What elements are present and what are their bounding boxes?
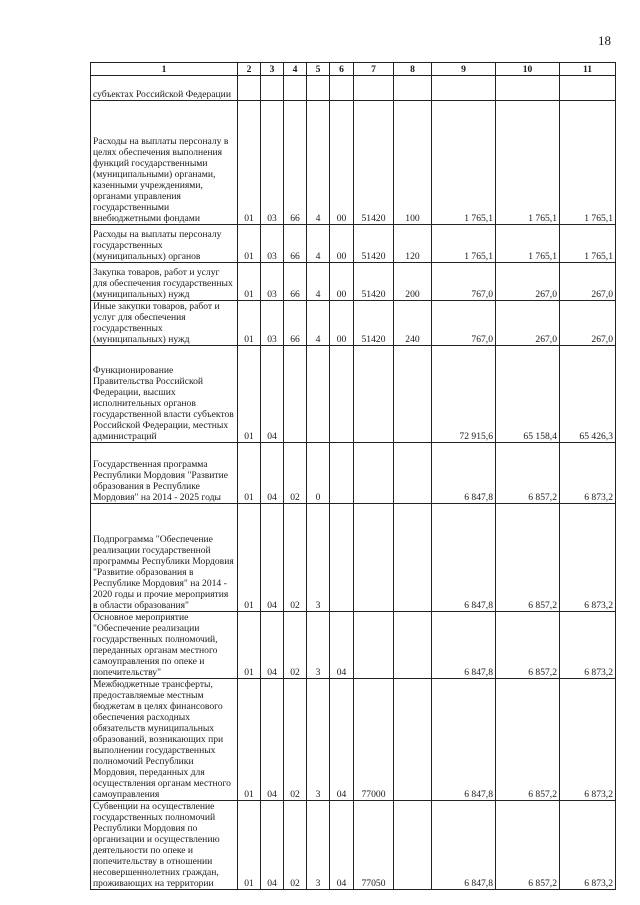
program-code: 02 bbox=[284, 612, 307, 679]
activity-code bbox=[330, 504, 354, 612]
amount-year-2: 6 857,2 bbox=[496, 679, 560, 801]
column-header: 2 bbox=[238, 63, 261, 76]
subsection-code: 04 bbox=[261, 346, 284, 443]
amount-year-3: 6 873,2 bbox=[560, 443, 616, 504]
amount-year-1: 6 847,8 bbox=[432, 612, 496, 679]
expense-direction-code bbox=[354, 346, 394, 443]
section-code: 01 bbox=[238, 504, 261, 612]
amount-year-3: 6 873,2 bbox=[560, 612, 616, 679]
header-row bbox=[91, 63, 616, 76]
expense-type-code bbox=[394, 346, 432, 443]
column-header: 8 bbox=[394, 63, 432, 76]
expense-type-code: 100 bbox=[394, 101, 432, 225]
amount-year-2: 65 158,4 bbox=[496, 346, 560, 443]
table-row bbox=[91, 504, 616, 612]
section-code: 01 bbox=[238, 301, 261, 346]
item-name: Иные закупки товаров, работ и услуг для обеспечения государственных (муниципальных) нужд bbox=[91, 301, 238, 346]
item-name: Межбюджетные трансферты, предоставляемые местным бюджетам в целях финансового обеспечения расходных обязательств муниципальных образований, возникающих при выполнении государственных полномочий Республики Мордовия, переданных для осуществления органам местного самоуправления bbox=[91, 679, 238, 801]
section-code: 01 bbox=[238, 346, 261, 443]
amount-year-2: 1 765,1 bbox=[496, 225, 560, 263]
page-number: 18 bbox=[598, 33, 611, 48]
subsection-code: 04 bbox=[261, 679, 284, 801]
subsection-code: 03 bbox=[261, 301, 284, 346]
expense-direction-code: 77050 bbox=[354, 801, 394, 890]
amount-year-3: 1 765,1 bbox=[560, 101, 616, 225]
item-name: Функционирование Правительства Российской Федерации, высших исполнительных органов государственной власти субъектов Российской Федерации, местных администраций bbox=[91, 346, 238, 443]
column-header: 7 bbox=[354, 63, 394, 76]
subprogram-code: 3 bbox=[307, 504, 330, 612]
subprogram-code: 0 bbox=[307, 443, 330, 504]
amount-year-3 bbox=[560, 76, 616, 101]
section-code: 01 bbox=[238, 101, 261, 225]
amount-year-3: 6 873,2 bbox=[560, 679, 616, 801]
section-code: 01 bbox=[238, 612, 261, 679]
amount-year-1: 767,0 bbox=[432, 263, 496, 301]
item-name: Подпрограмма "Обеспечение реализации государственной программы Республики Мордовия "Развитие образования в Республике Мордовия" на 2014 - 2020 годы и прочие мероприятия в области образования" bbox=[91, 504, 238, 612]
activity-code: 00 bbox=[330, 101, 354, 225]
table-row bbox=[91, 801, 616, 890]
column-header: 11 bbox=[560, 63, 616, 76]
column-header: 6 bbox=[330, 63, 354, 76]
section-code: 01 bbox=[238, 443, 261, 504]
section-code: 01 bbox=[238, 263, 261, 301]
activity-code bbox=[330, 346, 354, 443]
subprogram-code bbox=[307, 76, 330, 101]
column-header: 1 bbox=[91, 63, 238, 76]
item-name: Расходы на выплаты персоналу в целях обеспечения выполнения функций государственными (муниципальными) органами, казенными учреждениями, органами управления государственными внебюджетными фондами bbox=[91, 101, 238, 225]
amount-year-3: 267,0 bbox=[560, 263, 616, 301]
subsection-code: 04 bbox=[261, 801, 284, 890]
amount-year-3: 1 765,1 bbox=[560, 225, 616, 263]
section-code: 01 bbox=[238, 679, 261, 801]
expense-direction-code: 51420 bbox=[354, 225, 394, 263]
expense-type-code bbox=[394, 504, 432, 612]
item-name: Закупка товаров, работ и услуг для обеспечения государственных (муниципальных) нужд bbox=[91, 263, 238, 301]
subsection-code: 04 bbox=[261, 504, 284, 612]
table-row bbox=[91, 101, 616, 225]
activity-code: 04 bbox=[330, 612, 354, 679]
subsection-code bbox=[261, 76, 284, 101]
subprogram-code: 4 bbox=[307, 101, 330, 225]
subsection-code: 04 bbox=[261, 612, 284, 679]
amount-year-3: 6 873,2 bbox=[560, 504, 616, 612]
amount-year-2: 267,0 bbox=[496, 263, 560, 301]
amount-year-1: 6 847,8 bbox=[432, 679, 496, 801]
amount-year-2: 6 857,2 bbox=[496, 504, 560, 612]
activity-code: 04 bbox=[330, 679, 354, 801]
program-code: 02 bbox=[284, 443, 307, 504]
column-header: 5 bbox=[307, 63, 330, 76]
expense-type-code bbox=[394, 76, 432, 101]
activity-code: 00 bbox=[330, 263, 354, 301]
table-row bbox=[91, 76, 616, 101]
expense-direction-code bbox=[354, 504, 394, 612]
amount-year-1: 6 847,8 bbox=[432, 801, 496, 890]
expense-type-code bbox=[394, 801, 432, 890]
expense-type-code bbox=[394, 679, 432, 801]
subprogram-code: 4 bbox=[307, 225, 330, 263]
amount-year-1: 767,0 bbox=[432, 301, 496, 346]
section-code bbox=[238, 76, 261, 101]
amount-year-1: 1 765,1 bbox=[432, 225, 496, 263]
expense-direction-code bbox=[354, 612, 394, 679]
amount-year-1: 6 847,8 bbox=[432, 504, 496, 612]
expense-type-code bbox=[394, 612, 432, 679]
program-code: 66 bbox=[284, 301, 307, 346]
table-row bbox=[91, 443, 616, 504]
amount-year-2: 1 765,1 bbox=[496, 101, 560, 225]
subsection-code: 03 bbox=[261, 225, 284, 263]
program-code: 02 bbox=[284, 801, 307, 890]
program-code: 66 bbox=[284, 225, 307, 263]
amount-year-2: 6 857,2 bbox=[496, 801, 560, 890]
amount-year-3: 6 873,2 bbox=[560, 801, 616, 890]
column-header: 4 bbox=[284, 63, 307, 76]
expense-direction-code bbox=[354, 76, 394, 101]
subprogram-code bbox=[307, 346, 330, 443]
program-code bbox=[284, 346, 307, 443]
expense-direction-code: 51420 bbox=[354, 301, 394, 346]
column-header: 9 bbox=[432, 63, 496, 76]
column-header: 10 bbox=[496, 63, 560, 76]
subprogram-code: 3 bbox=[307, 612, 330, 679]
program-code: 66 bbox=[284, 263, 307, 301]
subprogram-code: 4 bbox=[307, 301, 330, 346]
subprogram-code: 3 bbox=[307, 679, 330, 801]
table-row bbox=[91, 225, 616, 263]
budget-table bbox=[90, 62, 616, 890]
expense-direction-code: 77000 bbox=[354, 679, 394, 801]
amount-year-2: 6 857,2 bbox=[496, 612, 560, 679]
amount-year-3: 65 426,3 bbox=[560, 346, 616, 443]
amount-year-2 bbox=[496, 76, 560, 101]
table-row bbox=[91, 263, 616, 301]
amount-year-2: 267,0 bbox=[496, 301, 560, 346]
activity-code bbox=[330, 443, 354, 504]
table-row bbox=[91, 612, 616, 679]
expense-type-code: 240 bbox=[394, 301, 432, 346]
table-row bbox=[91, 679, 616, 801]
subprogram-code: 4 bbox=[307, 263, 330, 301]
amount-year-1 bbox=[432, 76, 496, 101]
item-name: Государственная программа Республики Мордовия "Развитие образования в Республике Мордовия" на 2014 - 2025 годы bbox=[91, 443, 238, 504]
program-code: 02 bbox=[284, 504, 307, 612]
subsection-code: 03 bbox=[261, 101, 284, 225]
activity-code: 00 bbox=[330, 225, 354, 263]
table-row bbox=[91, 301, 616, 346]
amount-year-1: 6 847,8 bbox=[432, 443, 496, 504]
program-code bbox=[284, 76, 307, 101]
activity-code: 04 bbox=[330, 801, 354, 890]
subprogram-code: 3 bbox=[307, 801, 330, 890]
expense-type-code: 200 bbox=[394, 263, 432, 301]
item-name: Расходы на выплаты персоналу государственных (муниципальных) органов bbox=[91, 225, 238, 263]
amount-year-1: 1 765,1 bbox=[432, 101, 496, 225]
subsection-code: 03 bbox=[261, 263, 284, 301]
amount-year-2: 6 857,2 bbox=[496, 443, 560, 504]
column-header: 3 bbox=[261, 63, 284, 76]
amount-year-3: 267,0 bbox=[560, 301, 616, 346]
expense-direction-code: 51420 bbox=[354, 263, 394, 301]
activity-code bbox=[330, 76, 354, 101]
expense-type-code: 120 bbox=[394, 225, 432, 263]
item-name: Субвенции на осуществление государственных полномочий Республики Мордовия по организации и осуществлению деятельности по опеке и попечительству в отношении несовершеннолетних граждан, проживающих на территории bbox=[91, 801, 238, 890]
amount-year-1: 72 915,6 bbox=[432, 346, 496, 443]
expense-direction-code bbox=[354, 443, 394, 504]
section-code: 01 bbox=[238, 801, 261, 890]
expense-direction-code: 51420 bbox=[354, 101, 394, 225]
item-name: субъектах Российской Федерации bbox=[91, 76, 238, 101]
section-code: 01 bbox=[238, 225, 261, 263]
expense-type-code bbox=[394, 443, 432, 504]
program-code: 02 bbox=[284, 679, 307, 801]
activity-code: 00 bbox=[330, 301, 354, 346]
program-code: 66 bbox=[284, 101, 307, 225]
subsection-code: 04 bbox=[261, 443, 284, 504]
item-name: Основное мероприятие "Обеспечение реализации государственных полномочий, переданных органам местного самоуправления по опеке и попечительству" bbox=[91, 612, 238, 679]
table-row bbox=[91, 346, 616, 443]
